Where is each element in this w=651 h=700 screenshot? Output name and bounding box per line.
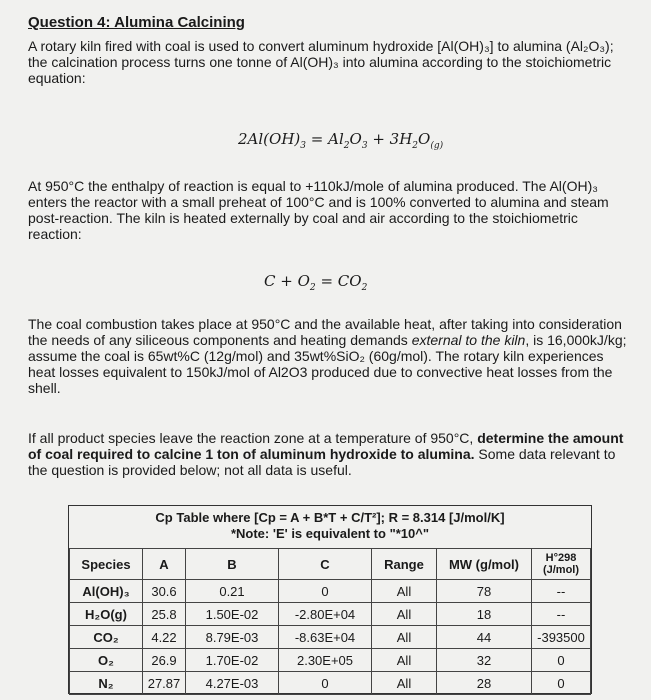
cell-h298: 0 xyxy=(532,649,591,672)
header-c: C xyxy=(279,549,372,580)
question-title: Question 4: Alumina Calcining xyxy=(28,14,245,31)
header-h298: H°298 (J/mol) xyxy=(532,549,591,580)
cell-range: All xyxy=(372,580,437,603)
header-a: A xyxy=(143,549,186,580)
cell-h298: -- xyxy=(532,580,591,603)
cell-range: All xyxy=(372,672,437,695)
cell-b: 1.70E-02 xyxy=(186,649,279,672)
combustion-paragraph: The coal combustion takes place at 950°C and the available heat, after taking into consideration the needs of any siliceous components and heating demands external to the kiln, is 16,000kJ/kg; assume the coal is 65wt%C (12g/mol) and 35wt%SiO₂ (60g/mol). The rotary kiln experiences heat losses equivalent to 150kJ/mol of Al2O3 produced due to convective heat losses from the shell. xyxy=(28,316,627,396)
cell-b: 4.27E-03 xyxy=(186,672,279,695)
cell-mw: 28 xyxy=(437,672,532,695)
cell-a: 30.6 xyxy=(143,580,186,603)
header-species: Species xyxy=(70,549,143,580)
cell-c: -8.63E+04 xyxy=(279,626,372,649)
table-row xyxy=(70,672,591,695)
cell-b: 0.21 xyxy=(186,580,279,603)
cell-a: 26.9 xyxy=(143,649,186,672)
cp-table xyxy=(69,548,591,695)
cell-species: H₂O(g) xyxy=(70,603,143,626)
cell-species: Al(OH)₃ xyxy=(70,580,143,603)
cell-species: N₂ xyxy=(70,672,143,695)
cell-species: O₂ xyxy=(70,649,143,672)
cp-table-caption xyxy=(69,506,591,542)
cell-species: CO₂ xyxy=(70,626,143,649)
cell-a: 27.87 xyxy=(143,672,186,695)
intro-paragraph: A rotary kiln fired with coal is used to convert aluminum hydroxide [Al(OH)₃] to alumina (Al₂O₃); the calcination process turns one tonne of Al(OH)₃ into alumina according to the stoichiometric equation: xyxy=(28,38,614,86)
cell-h298: -393500 xyxy=(532,626,591,649)
header-mw: MW (g/mol) xyxy=(437,549,532,580)
cell-c: 2.30E+05 xyxy=(279,649,372,672)
enthalpy-paragraph: At 950°C the enthalpy of reaction is equal to +110kJ/mole of alumina produced. The Al(OH)₃ enters the reactor with a small preheat of 100°C and is 100% converted to alumina and steam post-reaction. The kiln is heated externally by coal and air according to the stoichiometric reaction: xyxy=(28,178,609,242)
cp-table-caption-line-2: *Note: 'E' is equivalent to "*10^" xyxy=(230,526,430,541)
cell-range: All xyxy=(372,649,437,672)
cell-c: 0 xyxy=(279,672,372,695)
cell-c: -2.80E+04 xyxy=(279,603,372,626)
stoichiometric-equation-2: $C + O_2 = CO_2$ xyxy=(264,272,368,293)
cell-h298: 0 xyxy=(532,672,591,695)
cell-b: 1.50E-02 xyxy=(186,603,279,626)
header-range: Range xyxy=(372,549,437,580)
task-paragraph: If all product species leave the reaction zone at a temperature of 950°C, determine the amount of coal required to calcine 1 ton of aluminum hydroxide to alumina. Some data relevant to the question is provided below; not all data is useful. xyxy=(28,430,624,478)
cp-table-box xyxy=(68,505,592,694)
cp-table-caption-line-1: Cp Table where [Cp = A + B*T + C/T²]; R = 8.314 [J/mol/K] xyxy=(155,510,505,525)
cell-mw: 44 xyxy=(437,626,532,649)
table-row xyxy=(70,626,591,649)
cell-range: All xyxy=(372,626,437,649)
table-header-row xyxy=(70,549,591,580)
cell-b: 8.79E-03 xyxy=(186,626,279,649)
cell-mw: 32 xyxy=(437,649,532,672)
cell-c: 0 xyxy=(279,580,372,603)
cell-h298: -- xyxy=(532,603,591,626)
table-row xyxy=(70,580,591,603)
table-row xyxy=(70,649,591,672)
header-b: B xyxy=(186,549,279,580)
cell-a: 25.8 xyxy=(143,603,186,626)
cell-mw: 18 xyxy=(437,603,532,626)
stoichiometric-equation-1: $2Al(OH)_3 = Al_2O_3 + 3H_2O_{(g)}$ xyxy=(238,130,444,151)
cell-range: All xyxy=(372,603,437,626)
cell-a: 4.22 xyxy=(143,626,186,649)
table-row xyxy=(70,603,591,626)
cell-mw: 78 xyxy=(437,580,532,603)
